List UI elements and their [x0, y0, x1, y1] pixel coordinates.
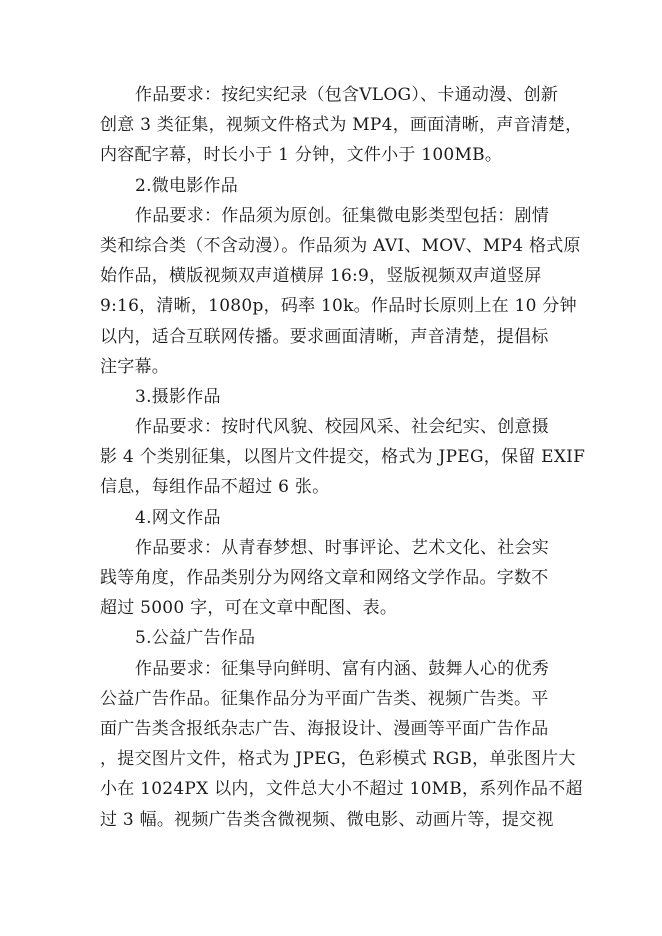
paragraph-line: 小在 1024PX 以内，文件总大小不超过 10MB，系列作品不超: [100, 779, 583, 800]
paragraph-line: 践等角度，作品类别分为网络文章和网络文学作品。字数不: [100, 568, 549, 588]
paragraph-line: 作品要求：征集导向鲜明、富有内涵、鼓舞人心的优秀: [135, 658, 549, 679]
paragraph-line: 始作品，横版视频双声道横屏 16:9，竖版视频双声道竖屏: [100, 266, 542, 287]
paragraph-line: 作品要求：按时代风貌、校园风采、社会纪实、创意摄: [135, 417, 549, 438]
document-body: [100, 80, 586, 835]
paragraph-line: 创意 3 类征集，视频文件格式为 MP4，画面清晰，声音清楚，: [100, 115, 583, 136]
paragraph-line: 以内，适合互联网传播。要求画面清晰，声音清楚，提倡标: [100, 326, 549, 347]
paragraph-line: 公益广告作品。征集作品分为平面广告类、视频广告类。平: [100, 688, 549, 709]
section-heading: 3.摄影作品: [135, 386, 221, 407]
paragraph-line: 注字幕。: [100, 356, 169, 377]
section-heading: 4.网文作品: [135, 507, 221, 528]
paragraph-line: ，提交图片文件，格式为 JPEG，色彩模式 RGB，单张图片大: [100, 749, 576, 770]
paragraph-line: 作品要求：作品须为原创。征集微电影类型包括：剧情: [135, 205, 549, 226]
paragraph-line: 面广告类含报纸杂志广告、海报设计、漫画等平面广告作品: [100, 718, 549, 739]
paragraph-line: 内容配字幕，时长小于 1 分钟，文件小于 100MB。: [100, 145, 503, 166]
paragraph-line: 过 3 幅。视频广告类含微视频、微电影、动画片等，提交视: [100, 809, 554, 830]
paragraph-line: 影 4 个类别征集，以图片文件提交，格式为 JPEG，保留 EXIF: [100, 447, 586, 468]
paragraph-line: 9:16，清晰，1080p，码率 10k。作品时长原则上在 10 分钟: [100, 296, 577, 317]
section-heading: 2.微电影作品: [135, 175, 238, 196]
paragraph-line: 信息，每组作品不超过 6 张。: [100, 477, 330, 498]
paragraph-line: 作品要求：从青春梦想、时事评论、艺术文化、社会实: [135, 537, 549, 558]
paragraph-line: 超过 5000 字，可在文章中配图、表。: [100, 598, 398, 619]
section-heading: 5.公益广告作品: [135, 628, 256, 649]
paragraph-line: 作品要求：按纪实纪录（包含VLOG）、卡通动漫、创新: [135, 85, 559, 105]
paragraph-line: 类和综合类（不含动漫）。作品须为 AVI、MOV、MP4 格式原: [100, 235, 581, 256]
